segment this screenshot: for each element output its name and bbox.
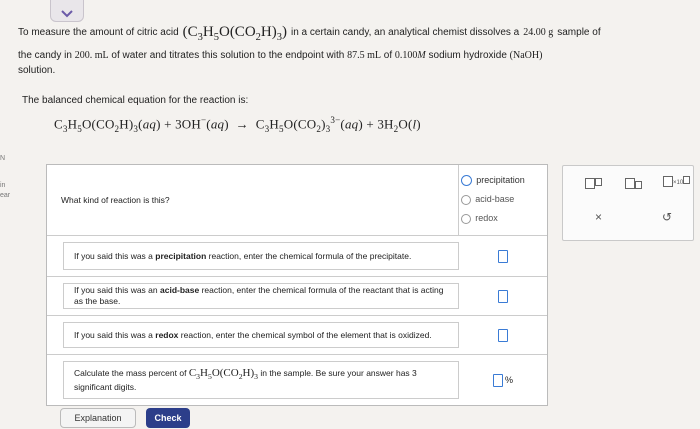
answer-cell <box>459 355 547 405</box>
radio-icon <box>461 195 471 205</box>
oxidized-element-input[interactable] <box>498 329 508 342</box>
question-row <box>47 315 547 354</box>
question-row <box>47 235 547 276</box>
edge-text: ear <box>0 192 11 199</box>
edge-text: in <box>0 182 6 189</box>
answer-cell <box>459 165 547 235</box>
scientific-notation-icon[interactable]: ×10 <box>663 176 690 187</box>
titrant-volume: 87.5 mL <box>347 50 381 62</box>
base-formula-input[interactable] <box>498 290 508 303</box>
precipitate-input[interactable] <box>498 250 508 263</box>
reaction-type-radio-group <box>461 165 525 228</box>
check-button[interactable]: Check <box>146 408 190 428</box>
intro-text: To measure the amount of citric acid <box>18 27 179 39</box>
citric-acid-formula: $(C_3H_5O(CO_2H)_3)$ <box>182 24 287 43</box>
answer-cell <box>459 236 547 276</box>
question-row <box>47 276 547 315</box>
equation-label: The balanced chemical equation for the reaction is: <box>22 95 249 106</box>
radio-acid-base[interactable]: acid-base <box>461 190 525 209</box>
problem-statement <box>18 22 683 78</box>
superscript-icon[interactable] <box>585 178 602 189</box>
answer-cell <box>459 316 547 354</box>
intro-text: sodium hydroxide <box>428 50 507 62</box>
question-prompt: What kind of reaction is this? <box>47 165 459 235</box>
naoh-formula: (NaOH) <box>509 50 543 62</box>
mass-percent-input[interactable] <box>493 374 503 387</box>
intro-text: sample of <box>557 27 601 39</box>
question-prompt: If you said this was a redox reaction, enter the chemical symbol of the element that is oxidized. <box>63 322 459 348</box>
radio-redox[interactable]: redox <box>461 209 525 228</box>
subscript-icon[interactable] <box>625 178 642 189</box>
question-prompt: If you said this was an acid-base reaction, enter the chemical formula of the reactant that is acting as the base. <box>63 283 459 309</box>
intro-text: the candy in <box>18 50 72 62</box>
intro-text: solution. <box>18 64 56 76</box>
explanation-button[interactable]: Explanation <box>60 408 136 428</box>
sample-mass: 24.00 g <box>523 27 554 39</box>
question-prompt: If you said this was a precipitation reaction, enter the chemical formula of the precipitate. <box>63 242 459 270</box>
balanced-equation: $C_3H_5O(CO_2H)_3(aq) + 3OH^-(aq) \to C_3H_5O(CO_2)_3^{3-}(aq) + 3H_2O(l)$ <box>54 115 421 134</box>
question-prompt: Calculate the mass percent of $C_3H_5O(CO_2H)_3$ in the sample. Be sure your answer has 3 significant digits. <box>63 361 459 399</box>
collapse-toggle-button[interactable] <box>50 0 84 22</box>
reset-icon[interactable]: ↺ <box>662 210 673 224</box>
intro-text: in a certain candy, an analytical chemist dissolves a <box>290 27 520 39</box>
intro-text: of <box>383 50 393 62</box>
question-row <box>47 165 547 235</box>
math-toolbar <box>562 165 694 241</box>
answer-cell <box>459 277 547 315</box>
percent-unit: % <box>504 375 513 385</box>
titrant-concentration: 0.100M <box>394 50 426 62</box>
question-row <box>47 354 547 405</box>
question-table <box>46 164 548 406</box>
close-icon[interactable]: × <box>595 210 603 224</box>
intro-text: of water and titrates this solution to the endpoint with <box>111 50 345 62</box>
water-volume: 200. mL <box>74 50 109 62</box>
radio-precipitation[interactable]: precipitation <box>461 171 525 190</box>
radio-icon <box>461 175 472 186</box>
edge-text: N <box>0 155 6 162</box>
chevron-down-icon <box>61 10 73 18</box>
radio-icon <box>461 214 471 224</box>
